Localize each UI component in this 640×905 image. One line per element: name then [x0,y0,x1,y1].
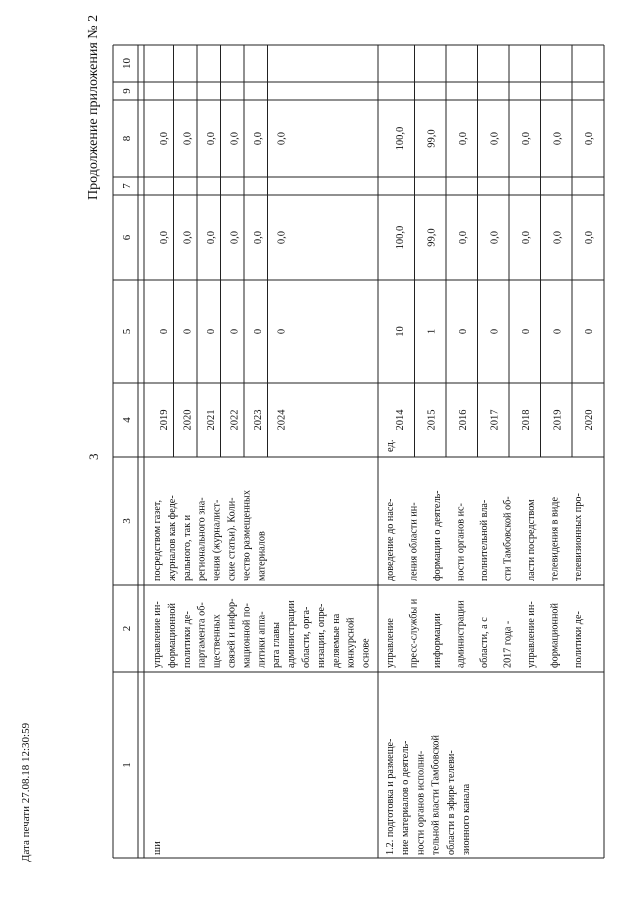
row2-col3-line: телевидения в виде [549,496,561,581]
row2-col3-line: доведение до насе- [385,498,396,581]
row1-col2-line: основе [360,638,372,668]
row2-col2-line: информации [432,613,443,668]
row1-year: 2020 [182,409,194,431]
row1-col6: 0,0 [206,230,217,245]
header-col-8: 8 [121,135,133,142]
row1-col3-line: чения (журналист- [211,499,223,581]
row2-col6: 0,0 [552,230,564,245]
row2-col3-line: сти Тамбовской об- [502,496,514,581]
header-col-5: 5 [121,328,133,335]
row2-col6: 0,0 [521,230,532,245]
row2-col1-line: области в эфире телеви- [445,750,457,855]
row1-year: 2022 [229,409,241,431]
row1-col8: 0,0 [182,131,194,146]
row2-col3-line: полнительной вла- [479,499,490,581]
row1-year: 2024 [276,409,288,431]
row2-col8: 0,0 [552,131,564,146]
row1-col2-line: политики де- [181,611,193,668]
page-number-text: 3 [86,453,101,460]
row2-unit: ед. [385,439,396,452]
row2-col1-line: ние материалов о деятель- [400,740,412,855]
row1-col3-line: журналов как феде- [166,495,178,581]
row2-col3-line: ласти посредством [526,499,537,581]
header-col-6: 6 [121,234,133,241]
row2-col3-line: ления области ин- [408,502,420,581]
header-col-1: 1 [121,762,133,768]
row2-col5: 10 [395,326,406,337]
row1-col2-line: администрации [286,600,298,668]
row1-col6: 0,0 [159,230,170,245]
row1-col5: 0 [253,328,264,335]
row1-col2-line: формационной [166,603,178,668]
row1-col8: 0,0 [229,131,241,146]
row1-col6: 0,0 [182,230,194,245]
row2-year: 2018 [521,409,532,431]
header-col-9: 9 [121,88,133,94]
row1-col2-line: щественных [211,614,223,668]
row1-col3-line: чество размещенных [241,490,253,581]
row2-col2-line: пресс-службы и [408,598,420,668]
row1-col3-line: ские статьи). Коли- [226,497,238,581]
row2-col2-line: политики де- [573,611,584,668]
row1-col2-line: управление ин- [152,601,163,668]
row1-col2-line: конкурсной [345,617,357,668]
row2-col6: 100,0 [395,225,406,250]
row1-col5: 0 [206,328,217,335]
row2-col2-line: 2017 года - [502,620,514,668]
row2-col2-line: области, а с [479,617,490,668]
row2-col1-line: зионного канала [461,783,472,855]
row2-year: 2020 [584,409,595,431]
row1-col2-line: области, орга- [301,606,312,668]
row2-col2-line: формационной [549,603,561,668]
row1-col3-line: рального, так и [181,514,193,581]
continuation-text: Продолжение приложения № 2 [86,14,101,200]
header-col-3: 3 [121,518,133,524]
row1-col5: 0 [276,328,288,335]
row2-year: 2017 [489,409,501,431]
row2-col5: 0 [552,328,564,335]
header-col-7: 7 [121,183,133,189]
row1-year: 2021 [206,409,217,431]
row1-year: 2023 [253,409,264,431]
row1-col3-line: регионального зна- [196,497,208,581]
header-col-10: 10 [121,58,133,69]
row2-col8: 0,0 [458,131,469,146]
row1-col6: 0,0 [229,230,241,245]
row1-col3-line: материалов [256,531,268,581]
row2-col6: 0,0 [458,230,469,245]
row2-col3-line: формации о деятель- [432,490,443,581]
row1-col2-line: литики аппа- [256,611,268,668]
row1-col3-line: посредством газет, [152,499,163,581]
row1-col2-line: низации, опре- [315,603,327,668]
row1-col8: 0,0 [206,131,217,146]
row1-col1: ши [152,841,163,855]
row2-col5: 1 [426,328,438,335]
row1-col5: 0 [159,328,170,335]
row2-col2-line: администрации [455,600,467,668]
row2-year: 2015 [426,409,438,431]
row1-col6: 0,0 [253,230,264,245]
row2-col6: 0,0 [489,230,501,245]
row2-col5: 0 [489,328,501,335]
row1-col5: 0 [182,328,194,335]
row1-col2-line: партамента об- [196,602,208,668]
row2-col3-line: телевизионных про- [573,493,584,581]
row2-col1-line: тельной власти Тамбовской [430,735,442,855]
row2-year: 2016 [458,409,469,431]
header-col-2: 2 [121,625,133,632]
row2-col2-line: управление [385,618,396,668]
row2-col5: 0 [584,328,595,335]
row2-col1-line: ности органов исполни- [415,750,427,855]
row2-col8: 0,0 [584,131,595,146]
row1-col2-line: деляемые на [330,613,342,668]
row2-col5: 0 [458,328,469,335]
row2-col8: 0,0 [521,131,532,146]
row1-col2-line: рата главы [271,622,283,668]
row1-col8: 0,0 [159,131,170,146]
row2-year: 2019 [552,409,564,431]
row1-col5: 0 [229,328,241,335]
row1-col6: 0,0 [276,230,288,245]
row2-col8: 0,0 [489,131,501,146]
row2-col6: 0,0 [584,230,595,245]
row1-col2-line: мационной по- [241,603,253,668]
row2-col5: 0 [521,328,532,335]
row2-col8: 100,0 [395,126,406,151]
row2-year: 2014 [395,409,406,431]
row2-col8: 99,0 [426,129,438,148]
row2-col2-line: управление ин- [526,601,537,668]
row1-year: 2019 [159,409,170,431]
print-date-text: Дата печати 27.08.18 12:30:59 [20,722,32,862]
header-col-4: 4 [121,417,133,423]
row2-col1-line: 1.2. подготовка и размеще- [385,738,396,855]
row1-col2-line: связей и инфор- [226,598,238,668]
row2-col6: 99,0 [426,228,438,247]
row1-col8: 0,0 [276,131,288,146]
row2-col3-line: ности органов ис- [455,503,467,581]
row1-col8: 0,0 [253,131,264,146]
